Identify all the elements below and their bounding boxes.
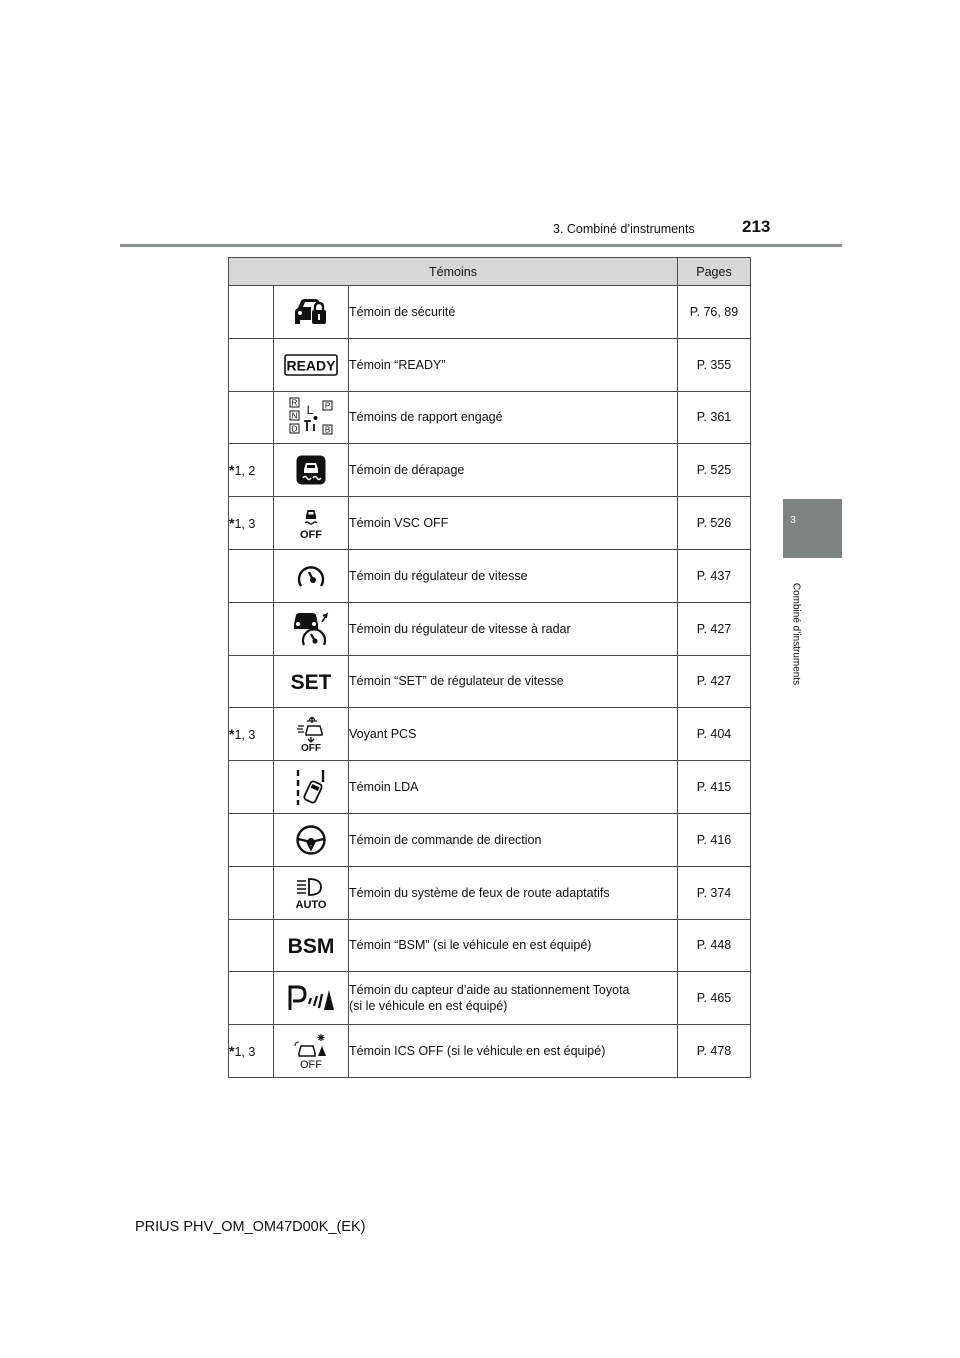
table-header-row [229, 258, 751, 286]
table-row [229, 972, 751, 1025]
table-row [229, 919, 751, 972]
set-icon-text: SET [291, 671, 331, 694]
row-note: 1, 2 [234, 464, 256, 479]
row-page-ref: P. 526 [678, 497, 751, 550]
row-page-ref: P. 525 [678, 444, 751, 497]
row-page-ref: P. 76, 89 [678, 286, 751, 339]
table-row [229, 655, 751, 708]
auto-icon-text: AUTO [295, 898, 327, 910]
pcs-off-icon-text: OFF [301, 743, 321, 754]
row-note [229, 761, 274, 814]
radar-cruise-control-indicator-icon [292, 610, 330, 648]
row-note [229, 602, 274, 655]
row-page-ref: P. 478 [678, 1025, 751, 1078]
side-tab-number: 3 [790, 515, 796, 526]
row-description: Témoin de dérapage [349, 444, 678, 497]
row-note [229, 813, 274, 866]
cruise-set-indicator-icon [291, 669, 331, 693]
table-row [229, 761, 751, 814]
row-description: Témoin “READY” [349, 338, 678, 391]
parking-assist-indicator-icon [287, 984, 335, 1012]
row-description: Témoin de commande de direction [349, 813, 678, 866]
row-note: 1, 3 [234, 1045, 256, 1060]
row-note [229, 655, 274, 708]
table-row [229, 391, 751, 444]
pcs-warning-icon [294, 715, 328, 753]
row-note [229, 391, 274, 444]
indicator-table [228, 257, 751, 1078]
row-note [229, 286, 274, 339]
row-page-ref: P. 437 [678, 549, 751, 602]
row-page-ref: P. 416 [678, 813, 751, 866]
row-page-ref: P. 361 [678, 391, 751, 444]
table-row [229, 286, 751, 339]
note-asterisk: * [229, 515, 235, 532]
slip-indicator-icon [296, 455, 326, 485]
table-row [229, 444, 751, 497]
ready-indicator-icon [284, 354, 338, 376]
row-description: Voyant PCS [349, 708, 678, 761]
svg-text:L: L [306, 403, 314, 418]
row-description: Témoins de rapport engagé [349, 391, 678, 444]
chapter-side-tab [783, 499, 842, 558]
footer-model-code: PRIUS PHV_OM_OM47D00K_(EK) [135, 1219, 366, 1235]
row-description-line: Témoin du capteur d’aide au stationnement Toyota [349, 983, 630, 998]
lda-indicator-icon [294, 768, 328, 806]
row-description: Témoin ICS OFF (si le véhicule en est équipé) [349, 1025, 678, 1078]
row-description: Témoin “BSM” (si le véhicule en est équipé) [349, 919, 678, 972]
note-asterisk: * [229, 726, 235, 743]
row-description: Témoin du régulateur de vitesse [349, 549, 678, 602]
ics-off-icon-text: OFF [300, 1059, 322, 1071]
svg-text:P: P [324, 401, 331, 411]
row-page-ref: P. 427 [678, 655, 751, 708]
row-page-ref: P. 374 [678, 866, 751, 919]
vsc-off-indicator-icon [296, 505, 326, 541]
row-note [229, 919, 274, 972]
table-row [229, 813, 751, 866]
table-row [229, 1025, 751, 1078]
header-indicators: Témoins [229, 258, 678, 286]
svg-text:D: D [291, 424, 298, 434]
row-note: 1, 3 [234, 517, 256, 532]
shift-position-indicator-icon [289, 397, 333, 437]
row-description: Témoin de sécurité [349, 286, 678, 339]
row-description: Témoin du régulateur de vitesse à radar [349, 602, 678, 655]
page-number: 213 [742, 217, 771, 236]
svg-text:B: B [324, 425, 331, 435]
chapter-title: 3. Combiné d’instruments [553, 222, 695, 236]
row-page-ref: P. 427 [678, 602, 751, 655]
svg-text:N: N [291, 411, 298, 421]
cruise-control-indicator-icon [295, 562, 327, 590]
table-row [229, 708, 751, 761]
row-page-ref: P. 404 [678, 708, 751, 761]
row-description: Témoin du système de feux de route adaptatifs [349, 866, 678, 919]
row-description: Témoin VSC OFF [349, 497, 678, 550]
table-row [229, 338, 751, 391]
note-asterisk: * [229, 462, 235, 479]
ready-icon-text: READY [286, 357, 336, 374]
row-description: Témoin “SET” de régulateur de vitesse [349, 655, 678, 708]
svg-text:R: R [291, 398, 298, 408]
row-description-line: (si le véhicule en est équipé) [349, 999, 508, 1014]
row-note [229, 338, 274, 391]
row-page-ref: P. 415 [678, 761, 751, 814]
steering-control-indicator-icon [295, 824, 327, 856]
row-page-ref: P. 355 [678, 338, 751, 391]
bsm-icon-text: BSM [287, 935, 335, 959]
header-rule [120, 244, 842, 247]
table-row [229, 866, 751, 919]
header-pages: Pages [678, 258, 751, 286]
table-row [229, 549, 751, 602]
side-chapter-text: Combiné d’instruments [790, 582, 802, 685]
row-note: 1, 3 [234, 728, 256, 743]
adaptive-high-beam-indicator-icon [292, 876, 330, 910]
ics-off-indicator-icon [291, 1032, 331, 1070]
row-page-ref: P. 465 [678, 972, 751, 1025]
row-note [229, 866, 274, 919]
note-asterisk: * [229, 1043, 235, 1060]
bsm-indicator-icon [286, 932, 336, 958]
row-page-ref: P. 448 [678, 919, 751, 972]
security-indicator-icon [293, 298, 329, 326]
side-chapter-label [786, 566, 806, 701]
row-note [229, 972, 274, 1025]
row-note [229, 549, 274, 602]
table-row [229, 497, 751, 550]
row-description: Témoin LDA [349, 761, 678, 814]
vsc-off-icon-text: OFF [300, 529, 322, 542]
table-row [229, 602, 751, 655]
